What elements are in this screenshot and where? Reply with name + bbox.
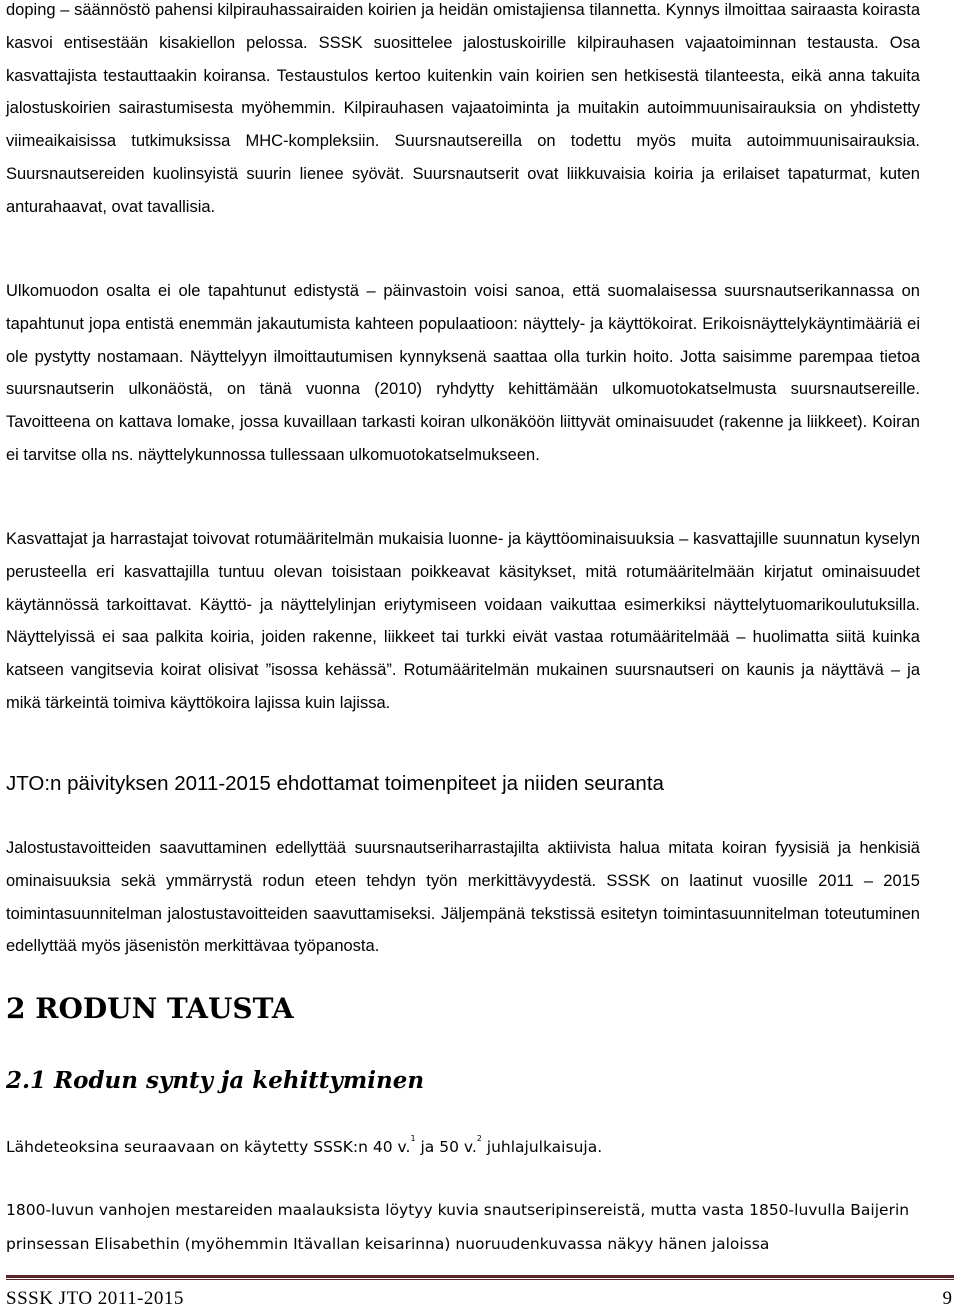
paragraph-breeding-goals: Jalostustavoitteiden saavuttaminen edellyttää suursnautseriharrastajilta aktiivista halua mitata koiran fyysisiä ja henkisiä ominaisuuksia sekä ymmärrystä rodun eteen tehdyn työn merkittävyydestä. SSSK on laatinut vuosille 2011 – 2015 toimintasuunnitelman jalostustavoitteiden saavuttamiseksi. Jäljempänä tekstissä esitetyn toimintasuunnitelman toteutuminen edellyttää myös jäsenistön merkittävaa työpanosta. — [6, 839, 920, 956]
footer-divider — [6, 1275, 954, 1278]
sources-text-b: ja 50 v. — [415, 1138, 477, 1156]
paragraph-breeders: Kasvattajat ja harrastajat toivovat rotumääritelmän mukaisia luonne- ja käyttöominaisuuksia – kasvattajille suunnatun kyselyn perusteella eri kasvattajilla tuntuu olevan toisistaan poikkeavat käsitykset, mitä rotumääritelmään kirjatut ominaisuudet käytännössä tarkoittavat. Käyttö- ja näyttelylinjan eriytymiseen voidaan vaikuttaa esimerkiksi näyttelytuomarikoulutuksilla. Näyttelyissä ei saa palkita koiria, joiden rakenne, liikkeet tai turkki eivät vastaa rotumääritelmää – huolimatta siitä kuinka katseen vangitsevia koirat olisivat ”isossa kehässä”. Rotumääritelmän mukainen suursnautseri on kaunis ja näyttävä – ja mikä tärkeintä toimiva käyttökoira lajissa kuin lajissa. — [6, 530, 920, 712]
chapter-heading: 2 RODUN TAUSTA — [6, 992, 294, 1025]
paragraph-health: doping – säännöstö pahensi kilpirauhassairaiden koirien ja heidän omistajiensa tilannetta. Kynnys ilmoittaa sairaasta koirasta kasvoi entisestään kisakiellon pelossa. SSSK suosittelee jalostuskoirille kilpirauhasen vajaatoiminnan testausta. Osa kasvattajista testauttaakin koiransa. Testaustulos kertoo kuitenkin vain koirien sen hetkisestä tilanteesta, eikä anna takuita jalostuskoirien sairastumisesta myöhemmin. Kilpirauhasen vajaatoiminta ja muitakin autoimmuunisairauksia on yhdistetty viimeaikaisissa tutkimuksissa MHC-kompleksiin. Suursnautsereilla on todettu myös muita autoimmuunisairauksia. Suursnautsereiden kuolinsyistä suurin lienee syövät. Suursnautserit ovat liikkuvaisia koiria ja erilaiset tapaturmat, kuten anturahaavat, ovat tavallisia. — [6, 1, 920, 216]
footnote-ref-1[interactable]: 1 — [410, 1134, 416, 1143]
footer-title: SSSK JTO 2011-2015 — [6, 1288, 184, 1309]
sources-text-c: juhlajulkaisuja. — [481, 1138, 603, 1156]
page-number: 9 — [942, 1288, 952, 1309]
footnote-ref-2[interactable]: 2 — [476, 1134, 482, 1143]
section-subheading: JTO:n päivityksen 2011-2015 ehdottamat toimenpiteet ja niiden seuranta — [6, 772, 664, 795]
sources-line — [6, 1134, 603, 1156]
sources-text-a: Lähdeteoksina seuraavaan on käytetty SSSK:n 40 v. — [6, 1138, 411, 1156]
section-heading: 2.1 Rodun synty ja kehittyminen — [6, 1067, 425, 1094]
paragraph-history: 1800-luvun vanhojen mestareiden maalauksista löytyy kuvia snautseripinsereistä, mutta vasta 1850-luvulla Baijerin prinsessan Elisabethin (myöhemmin Itävallan keisarinna) nuoruudenkuvassa näkyy hänen jaloissa — [6, 1201, 910, 1253]
paragraph-conformation: Ulkomuodon osalta ei ole tapahtunut edistystä – päinvastoin voisi sanoa, että suomalaisessa suursnautserikannassa on tapahtunut jopa entistä enemmän jakautumista kahteen populaatioon: näyttely- ja käyttökoirat. Erikoisnäyttelykäyntimääriä ei ole pystytty nostamaan. Näyttelyyn ilmoittautumisen kynnyksenä saattaa olla turkin hoito. Jotta saisimme parempaa tietoa suursnautserin ulkonäöstä, on tänä vuonna (2010) ryhdytty kehittämään ulkomuotokatselmusta suursnautsereille. Tavoitteena on kattava lomake, jossa kuvaillaan tarkasti koiran ulkonäköön liittyvät ominaisuudet (rakenne ja liikkeet). Koiran ei tarvitse olla ns. näyttelykunnossa tullessaan ulkomuotokatselmukseen. — [6, 282, 920, 464]
